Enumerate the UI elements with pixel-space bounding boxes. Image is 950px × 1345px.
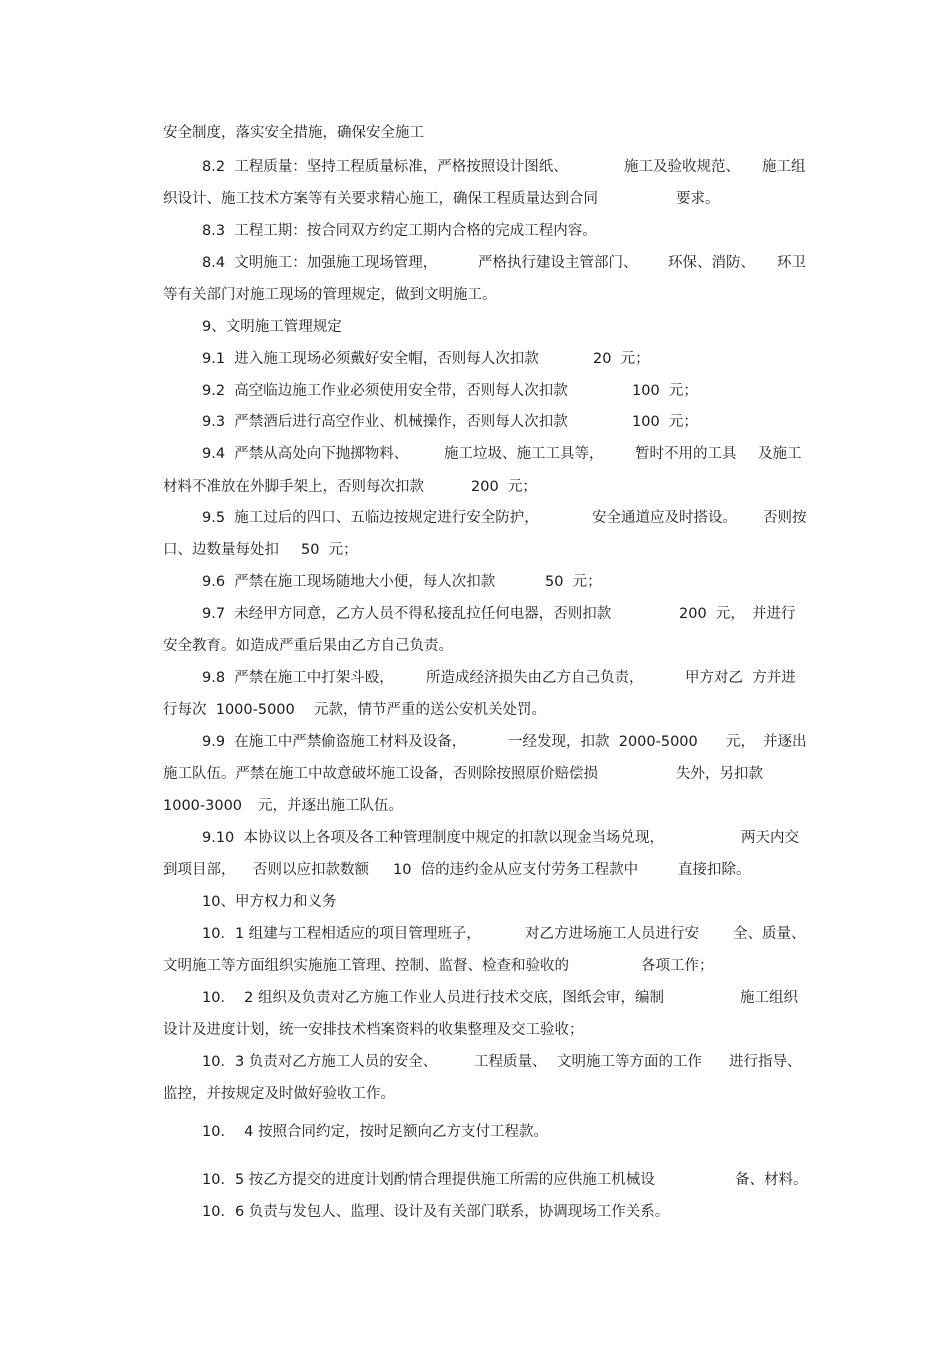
line-segment: 10 倍的违约金从应支付劳务工程款中	[393, 862, 639, 878]
line-segment: 工程质量、	[474, 1054, 547, 1070]
text-line	[0, 1200, 950, 1224]
line-segment: 施工组	[762, 159, 806, 175]
line-segment: 10．6 负责与发包人、监理、设计及有关部门联系，协调现场工作关系。	[202, 1204, 670, 1220]
line-segment: 10．5 按乙方提交的进度计划酌情合理提供施工所需的应供施工机械设	[202, 1172, 655, 1188]
line-segment: 口、边数量每处扣	[163, 542, 279, 558]
line-segment: 所造成经济损失由乙方自己负责，	[426, 670, 644, 686]
line-segment: 设计及进度计划，统一安排技术档案资料的收集整理及交工验收；	[163, 1022, 584, 1038]
text-line	[0, 251, 950, 275]
line-segment: 施工及验收规范、	[624, 159, 740, 175]
text-line	[0, 283, 950, 307]
text-line	[0, 1082, 950, 1106]
line-segment: 元，并逐出施工队伍。	[258, 798, 403, 814]
line-segment: 9.2 高空临边施工作业必须使用安全带，否则每人次扣款	[202, 383, 568, 399]
text-line	[0, 410, 950, 434]
text-line	[0, 315, 950, 339]
line-segment: 50 元；	[301, 542, 358, 558]
line-segment: 并进行	[752, 606, 796, 622]
line-segment: 9.10 本协议以上各项及各工种管理制度中规定的扣款以现金当场兑现，	[202, 830, 665, 846]
line-segment: 环保、消防、	[668, 255, 755, 271]
line-segment: 监控，并按规定及时做好验收工作。	[163, 1086, 395, 1102]
text-line	[0, 475, 950, 499]
line-segment: 严格执行建设主管部门、	[478, 255, 638, 271]
line-segment: 备、材料。	[735, 1172, 808, 1188]
line-segment: 200 元，	[679, 606, 745, 622]
line-segment: 100 元；	[632, 414, 698, 430]
text-line	[0, 219, 950, 243]
line-segment: 及施工	[758, 446, 802, 462]
line-segment: 环卫	[777, 255, 806, 271]
line-segment: 各项工作；	[641, 958, 714, 974]
text-line	[0, 730, 950, 754]
line-segment: 施工组织	[740, 990, 798, 1006]
line-segment: 文明施工等方面的工作	[557, 1054, 702, 1070]
line-segment: 元，	[726, 734, 755, 750]
line-segment: 9.5 施工过后的四口、五临边按规定进行安全防护，	[202, 510, 539, 526]
text-line	[0, 570, 950, 594]
line-segment: 否则按	[763, 510, 807, 526]
text-line	[0, 1050, 950, 1074]
line-segment: 20 元；	[593, 351, 650, 367]
text-line	[0, 155, 950, 179]
text-line	[0, 379, 950, 403]
line-segment: 暂时不用的工具	[635, 446, 737, 462]
line-segment: 8.4 文明施工：加强施工现场管理，	[202, 255, 438, 271]
line-segment: 施工队伍。严禁在施工中故意破坏施工设备，否则除按照原价赔偿损	[163, 766, 598, 782]
text-line	[0, 762, 950, 786]
line-segment: 元款，情节严重的送公安机关处罚。	[314, 702, 546, 718]
line-segment: 施工垃圾、施工工具等，	[444, 446, 604, 462]
line-segment: 织设计、施工技术方案等有关要求精心施工，确保工程质量达到合同	[163, 191, 598, 207]
line-segment: 8.3 工程工期：按合同双方约定工期内合格的完成工程内容。	[202, 223, 597, 239]
line-segment: 9.4 严禁从高处向下抛掷物料、	[202, 446, 409, 462]
line-segment: 安全制度，落实安全措施，确保安全施工	[163, 125, 424, 141]
line-segment: 并逐出	[763, 734, 807, 750]
line-segment: 10．1 组建与工程相适应的项目管理班子，	[202, 926, 481, 942]
line-segment: 10．3 负责对乙方施工人员的安全、	[202, 1054, 438, 1070]
text-line	[0, 858, 950, 882]
text-line	[0, 1168, 950, 1192]
text-line	[0, 1018, 950, 1042]
line-segment: 安全教育。如造成严重后果由乙方自己负责。	[163, 638, 453, 654]
line-segment: 9.8 严禁在施工中打架斗殴，	[202, 670, 394, 686]
line-segment: 9.3 严禁酒后进行高空作业、机械操作，否则每人次扣款	[202, 414, 568, 430]
line-segment: 失外，另扣款	[676, 766, 763, 782]
text-line	[0, 187, 950, 211]
line-segment: 对乙方进场施工人员进行安	[525, 926, 699, 942]
line-segment: 行每次 1000-5000	[163, 702, 295, 718]
text-line	[0, 986, 950, 1010]
line-segment: 要求。	[676, 191, 720, 207]
line-segment: 50 元；	[545, 574, 602, 590]
text-line	[0, 794, 950, 818]
text-line	[0, 506, 950, 530]
line-segment: 直接扣除。	[678, 862, 751, 878]
line-segment: 10． 2 组织及负责对乙方施工作业人员进行技术交底，图纸会审，编制	[202, 990, 665, 1006]
text-line	[0, 602, 950, 626]
line-segment: 9.6 严禁在施工现场随地大小便，每人次扣款	[202, 574, 496, 590]
text-line	[0, 890, 950, 914]
text-line	[0, 634, 950, 658]
line-segment: 100 元；	[632, 383, 698, 399]
line-segment: 否则以应扣款数额	[253, 862, 369, 878]
text-line	[0, 1120, 950, 1144]
text-line	[0, 442, 950, 466]
text-line	[0, 922, 950, 946]
text-line	[0, 347, 950, 371]
text-line	[0, 826, 950, 850]
line-segment: 1000-3000	[163, 798, 243, 814]
text-line	[0, 666, 950, 690]
line-segment: 10． 4 按照合同约定，按时足额向乙方支付工程款。	[202, 1124, 549, 1140]
line-segment: 进行指导、	[729, 1054, 802, 1070]
line-segment: 全、质量、	[733, 926, 806, 942]
line-segment: 9、文明施工管理规定	[202, 319, 342, 335]
line-segment: 200 元；	[471, 479, 537, 495]
line-segment: 两天内交	[741, 830, 799, 846]
line-segment: 安全通道应及时搭设。	[592, 510, 737, 526]
line-segment: 到项目部，	[163, 862, 236, 878]
line-segment: 甲方对乙 方并进	[685, 670, 796, 686]
line-segment: 一经发现，扣款 2000-5000	[508, 734, 698, 750]
line-segment: 9.1 进入施工现场必须戴好安全帽，否则每人次扣款	[202, 351, 539, 367]
line-segment: 8.2 工程质量：坚持工程质量标准，严格按照设计图纸、	[202, 159, 568, 175]
text-line	[0, 121, 950, 145]
line-segment: 9.7 未经甲方同意，乙方人员不得私接乱拉任何电器，否则扣款	[202, 606, 612, 622]
text-line	[0, 538, 950, 562]
line-segment: 9.9 在施工中严禁偷盗施工材料及设备，	[202, 734, 467, 750]
line-segment: 10、甲方权力和义务	[202, 894, 337, 910]
text-line	[0, 954, 950, 978]
line-segment: 材料不准放在外脚手架上，否则每次扣款	[163, 479, 424, 495]
line-segment: 文明施工等方面组织实施施工管理、控制、监督、检查和验收的	[163, 958, 569, 974]
line-segment: 等有关部门对施工现场的管理规定，做到文明施工。	[163, 287, 497, 303]
text-line	[0, 698, 950, 722]
